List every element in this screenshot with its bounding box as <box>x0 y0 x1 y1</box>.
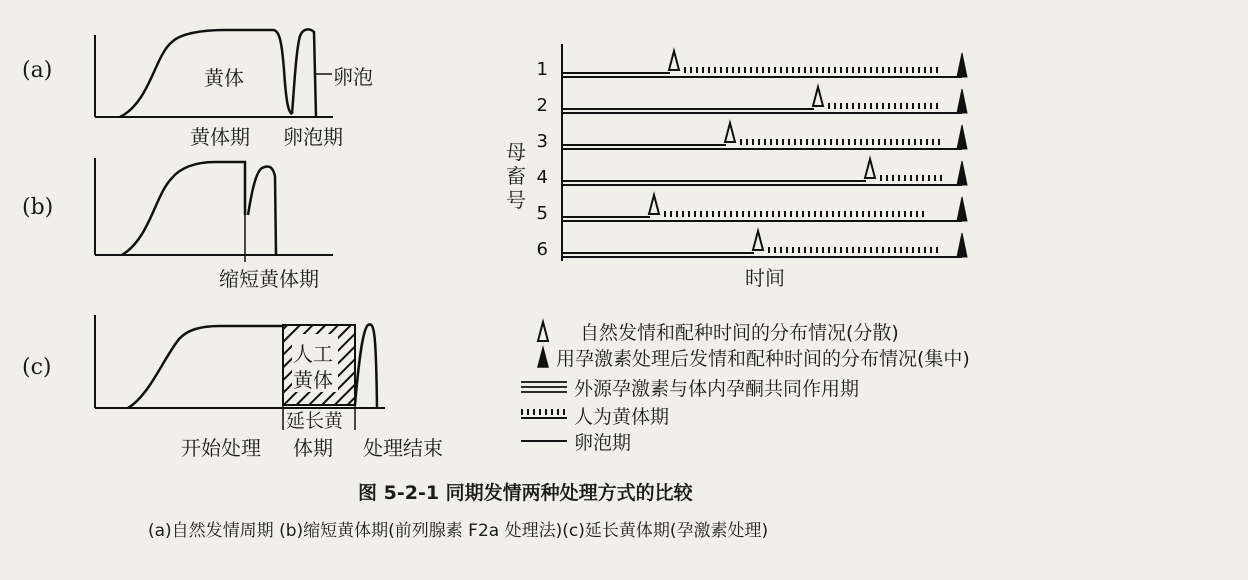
figure-title: 图 5-2-1 同期发情两种处理方式的比较 <box>358 482 693 504</box>
timeline-chart <box>500 40 990 272</box>
animal-number-axis-label: 母畜号 <box>506 140 526 212</box>
treated-estrus-marker <box>957 89 967 113</box>
panel-c-label: (c) <box>22 355 52 380</box>
animal-number-label: 3 <box>536 131 548 152</box>
corpus-luteum-label: 黄体 <box>204 66 244 90</box>
dashed-line-icon <box>521 412 567 418</box>
natural-estrus-marker <box>725 123 735 142</box>
animal-number-label: 4 <box>536 167 548 188</box>
start-treatment-label: 开始处理 <box>181 436 261 460</box>
legend-text-treated: 用孕激素处理后发情和配种时间的分布情况(集中) <box>556 348 970 370</box>
natural-estrus-marker <box>753 231 763 250</box>
luteal-phase-label: 黄体期 <box>190 125 250 149</box>
natural-estrus-marker <box>649 195 659 214</box>
cycle-diagrams <box>0 0 520 470</box>
legend-text-progesterone: 外源孕激素与体内孕酮共同作用期 <box>574 378 860 400</box>
luteum-label: 黄体 <box>293 368 333 392</box>
double-line-icon <box>521 382 567 392</box>
natural-estrus-marker <box>813 87 823 106</box>
end-treatment-label: 处理结束 <box>363 436 443 460</box>
animal-number-label: 1 <box>536 59 548 80</box>
figure-subtitle: (a)自然发情周期 (b)缩短黄体期(前列腺素 F2a 处理法)(c)延长黄体期(孕激素处理) <box>148 521 769 541</box>
open-triangle-icon <box>538 322 548 341</box>
filled-triangle-icon <box>538 348 548 367</box>
extended-label-2: 体期 <box>293 436 333 460</box>
time-axis-label: 时间 <box>745 266 785 290</box>
legend-symbols <box>515 318 575 453</box>
follicle-label: 卵泡 <box>333 65 373 89</box>
panel-b-chart <box>95 158 333 262</box>
animal-number-label: 6 <box>536 239 548 260</box>
artificial-label: 人工 <box>293 342 333 366</box>
animal-number-label: 5 <box>536 203 548 224</box>
legend-text-follicular: 卵泡期 <box>574 432 632 454</box>
follicular-phase-label: 卵泡期 <box>283 125 343 149</box>
panel-b-label: (b) <box>22 195 54 220</box>
natural-estrus-marker <box>669 51 679 70</box>
legend-text-artificial-luteal: 人为黄体期 <box>574 406 670 428</box>
extended-label-1: 延长黄 <box>286 410 344 432</box>
natural-estrus-marker <box>865 159 875 178</box>
treated-estrus-marker <box>957 233 967 257</box>
treated-estrus-marker <box>957 197 967 221</box>
treated-estrus-marker <box>957 53 967 77</box>
legend-text-natural: 自然发情和配种时间的分布情况(分散) <box>580 322 899 344</box>
panel-a-label: (a) <box>22 58 53 83</box>
treated-estrus-marker <box>957 125 967 149</box>
treated-estrus-marker <box>957 161 967 185</box>
shortened-luteal-label: 缩短黄体期 <box>219 267 319 291</box>
animal-number-label: 2 <box>536 95 548 116</box>
